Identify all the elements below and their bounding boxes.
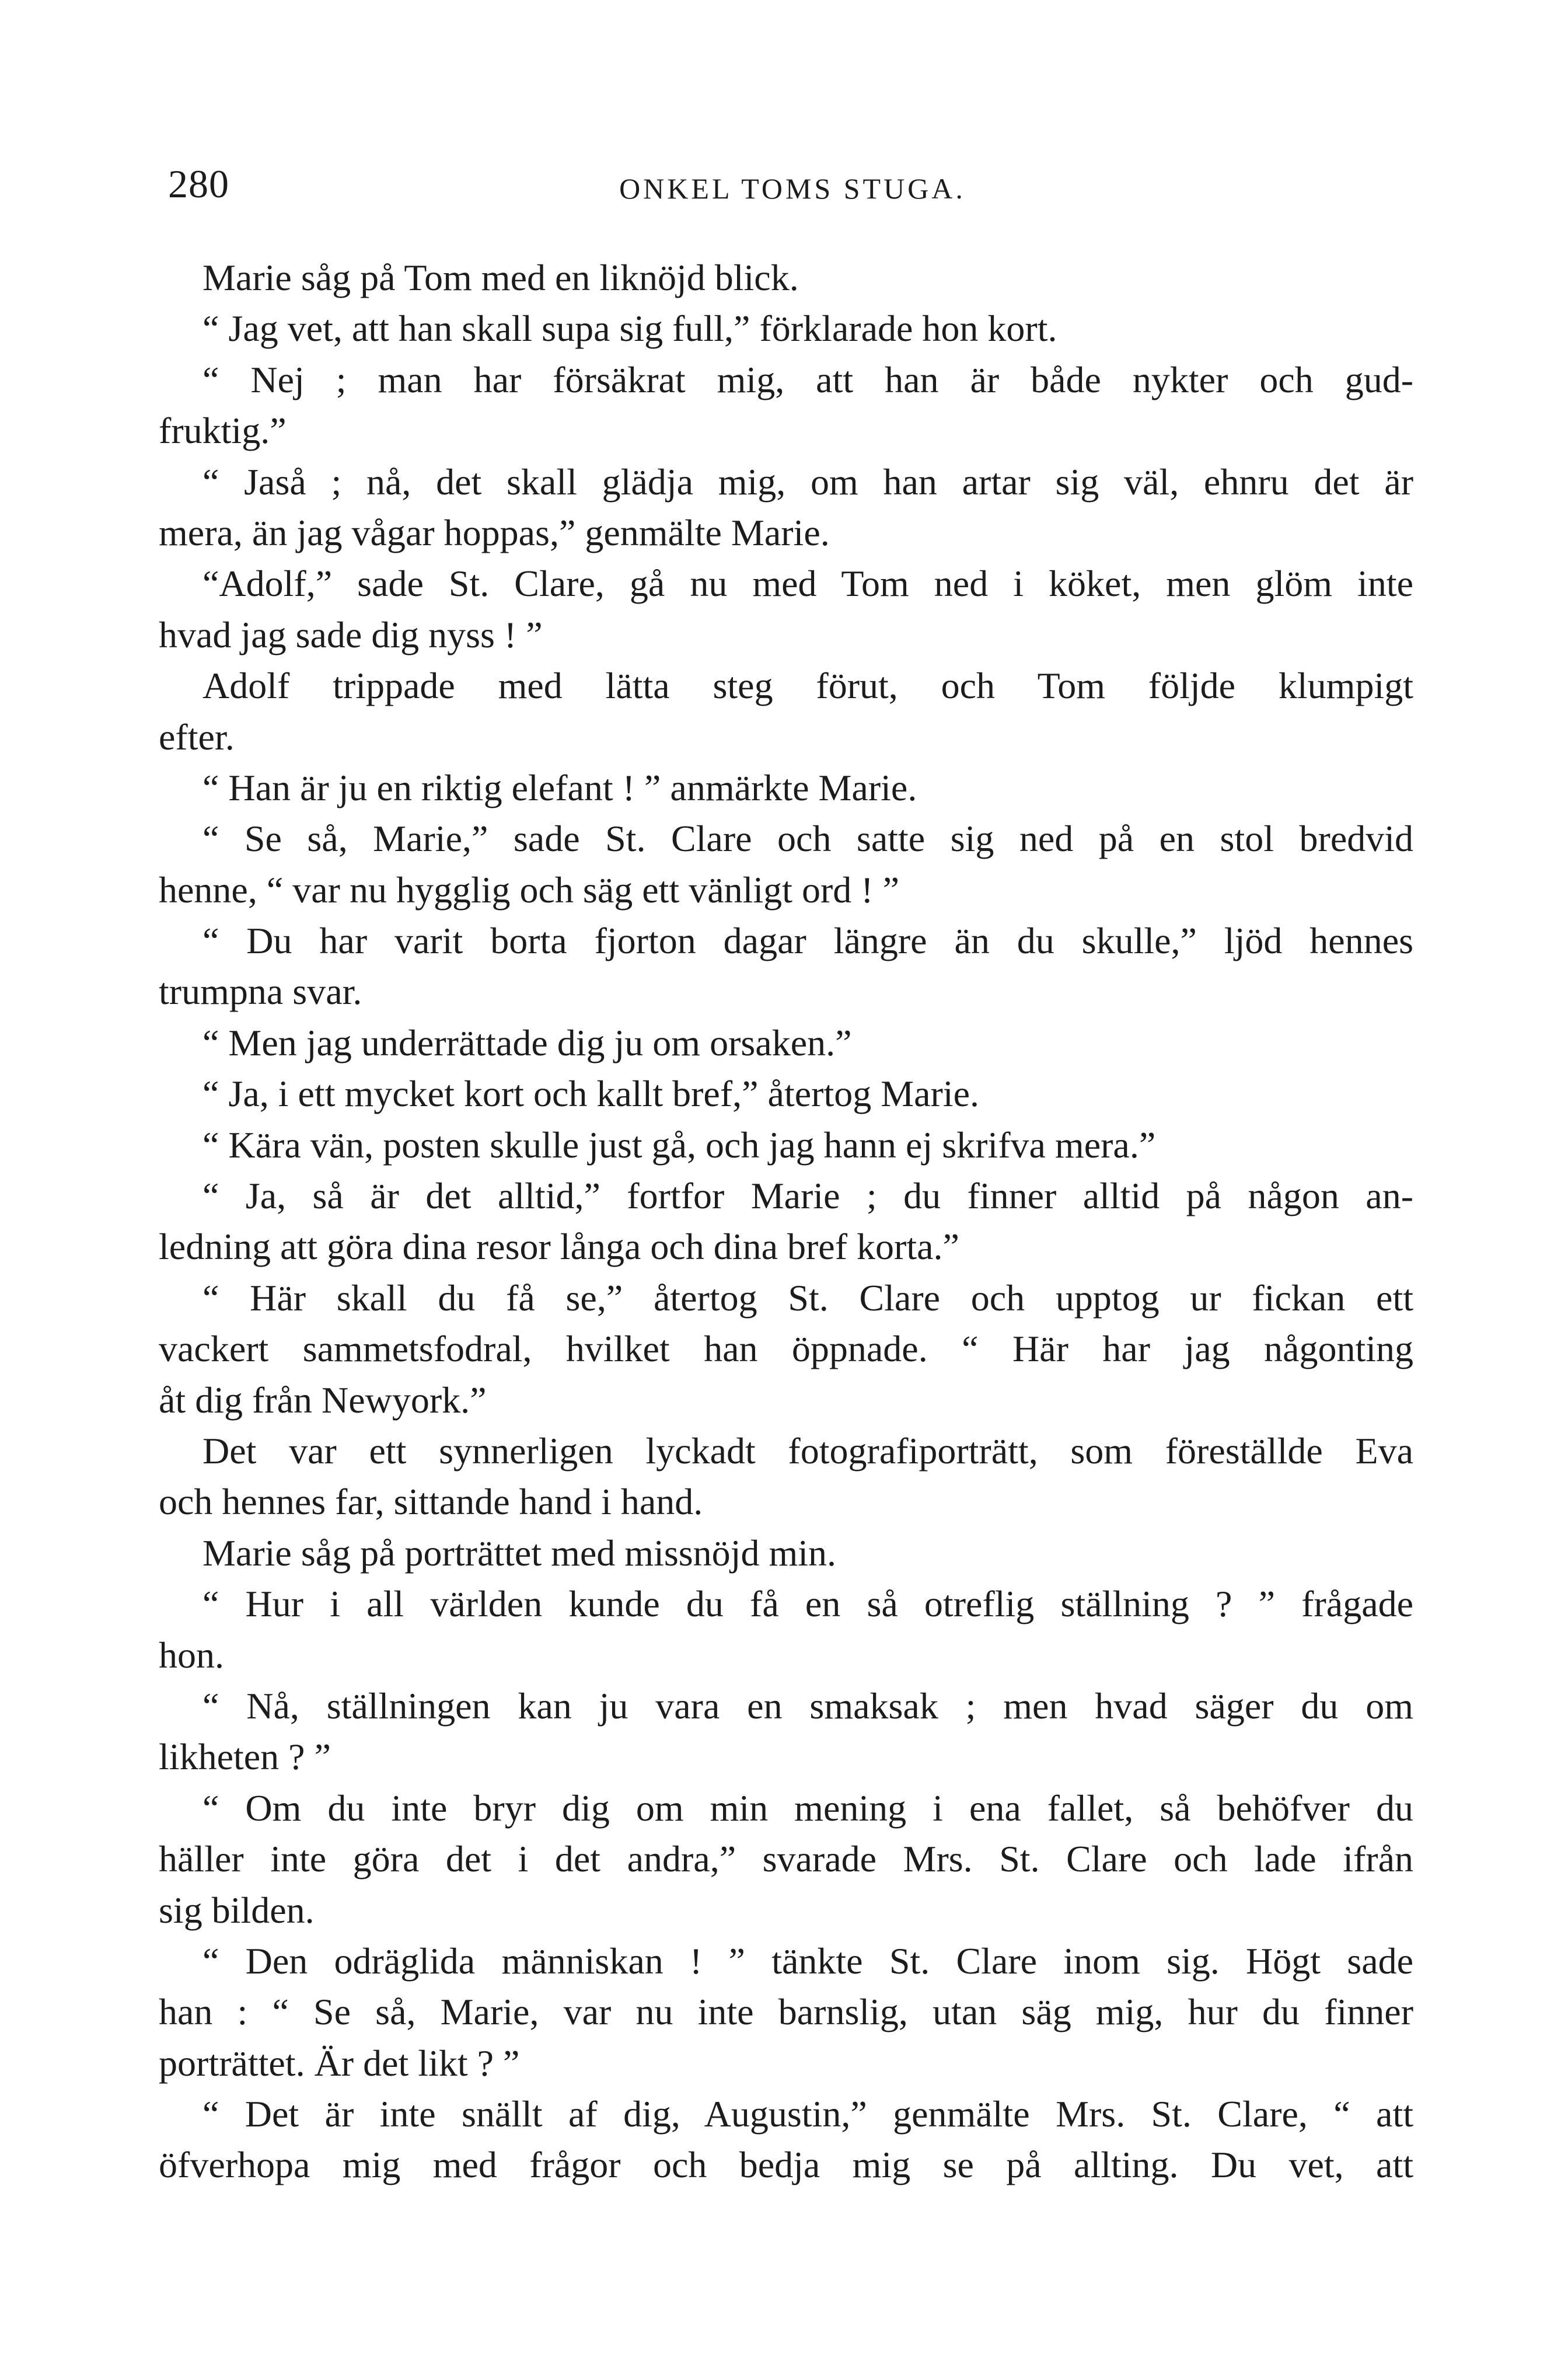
text-line: “ Men jag underrättade dig ju om orsaken.” — [202, 1021, 852, 1064]
text-line: han : “ Se så, Marie, var nu inte barnslig, utan säg mig, hur du finner — [159, 1991, 1413, 2033]
text-line: ledning att göra dina resor långa och dina bref korta.” — [159, 1226, 959, 1268]
text-line: och hennes far, sittande hand i hand. — [159, 1481, 703, 1523]
text-line: “ Ja, så är det alltid,” fortfor Marie ; du finner alltid på någon an- — [202, 1175, 1413, 1217]
text-line: “ Nå, ställningen kan ju vara en smaksak ; men hvad säger du om — [202, 1685, 1413, 1727]
text-line: Marie såg på Tom med en liknöjd blick. — [202, 257, 799, 298]
text-line: “ Om du inte bryr dig om min mening i ena fallet, så behöfver du — [202, 1787, 1413, 1829]
text-line: mera, än jag vågar hoppas,” genmälte Marie. — [159, 511, 830, 553]
text-line: häller inte göra det i det andra,” svarade Mrs. St. Clare och lade ifrån — [159, 1838, 1413, 1880]
text-line: “ Nej ; man har försäkrat mig, att han är både nykter och gud- — [202, 358, 1413, 400]
text-line: hon. — [159, 1634, 224, 1676]
text-line: sig bilden. — [159, 1889, 315, 1931]
text-line: “ Jag vet, att han skall supa sig full,” förklarade hon kort. — [202, 308, 1057, 350]
body-text — [159, 252, 1413, 2191]
text-line: henne, “ var nu hygglig och säg ett vänligt ord ! ” — [159, 869, 899, 911]
text-line: vackert sammetsfodral, hvilket han öppnade. “ Här har jag någonting — [159, 1328, 1413, 1370]
text-line: “ Här skall du få se,” återtog St. Clare och upptog ur fickan ett — [202, 1277, 1413, 1319]
text-line: “ Han är ju en riktig elefant ! ” anmärkte Marie. — [202, 766, 917, 808]
running-head — [168, 158, 1417, 210]
text-line: likheten ? ” — [159, 1736, 331, 1778]
text-line: “Adolf,” sade St. Clare, gå nu med Tom ned i köket, men glöm inte — [202, 563, 1413, 605]
text-line: efter. — [159, 716, 235, 758]
text-line: “ Det är inte snällt af dig, Augustin,” genmälte Mrs. St. Clare, “ att — [202, 2093, 1413, 2135]
text-line: “ Den odräglida människan ! ” tänkte St. Clare inom sig. Högt sade — [202, 1940, 1413, 1982]
text-line: Marie såg på porträttet med missnöjd min. — [202, 1532, 836, 1574]
text-line: “ Kära vän, posten skulle just gå, och jag hann ej skrifva mera.” — [202, 1124, 1156, 1166]
text-line: öfverhopa mig med frågor och bedja mig se på allting. Du vet, att — [159, 2144, 1413, 2186]
text-line: porträttet. Är det likt ? ” — [159, 2042, 520, 2084]
text-line: “ Hur i all världen kunde du få en så otreflig ställning ? ” frågade — [202, 1583, 1413, 1625]
running-title: ONKEL TOMS STUGA. — [619, 172, 966, 205]
text-line: “ Se så, Marie,” sade St. Clare och satte sig ned på en stol bredvid — [202, 818, 1413, 860]
text-line: hvad jag sade dig nyss ! ” — [159, 613, 543, 655]
text-line: trumpna svar. — [159, 971, 362, 1013]
text-line: fruktig.” — [159, 410, 287, 452]
text-line: Adolf trippade med lätta steg förut, och Tom följde klumpigt — [202, 665, 1413, 707]
text-line: “ Du har varit borta fjorton dagar längre än du skulle,” ljöd hennes — [202, 920, 1413, 962]
text-line: Det var ett synnerligen lyckadt fotografiporträtt, som föreställde Eva — [202, 1429, 1413, 1472]
text-line: “ Jaså ; nå, det skall glädja mig, om han artar sig väl, ehnru det är — [202, 461, 1413, 503]
text-line: “ Ja, i ett mycket kort och kallt bref,” återtog Marie. — [202, 1073, 980, 1115]
text-line: åt dig från Newyork.” — [159, 1379, 487, 1421]
page-number: 280 — [168, 162, 229, 206]
